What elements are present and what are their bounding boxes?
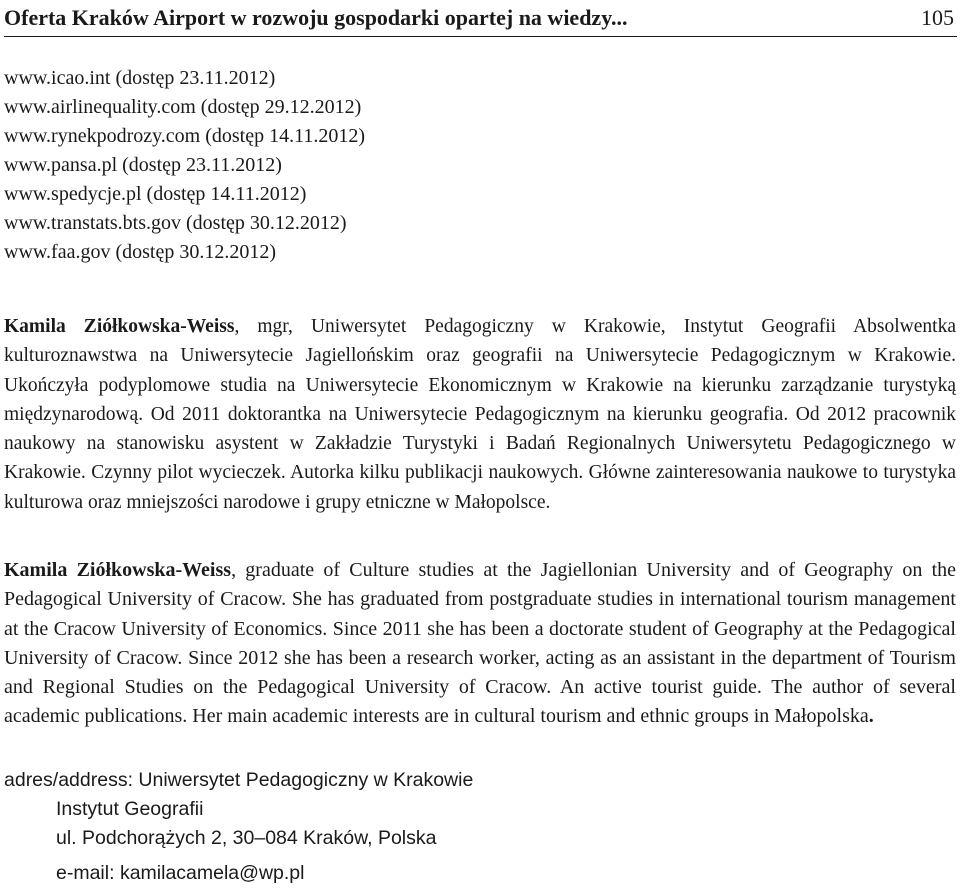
- author-bio-english: [4, 556, 956, 732]
- reference-item: www.pansa.pl (dostęp 23.11.2012): [4, 154, 282, 176]
- reference-item: www.spedycje.pl (dostęp 14.11.2012): [4, 183, 307, 205]
- address-line-3: ul. Podchorążych 2, 30–084 Kraków, Polska: [56, 827, 437, 849]
- bio-text: , mgr, Uniwersytet Pedagogiczny w Krakowie, Instytut Geografii Absolwentka kulturoznawstwa na Uniwersytecie Jagiellońskim oraz geografii na Uniwersytecie Pedagogicznym w Krakowie. Ukończyła podyplomowe studia na Uniwersytecie Ekonomicznym w Krakowie na kierunku zarządzanie turystyką międzynarodową. Od 2011 doktorantka na Uniwersytecie Pedagogicznym na kierunku geografia. Od 2012 pracownik naukowy na stanowisku asystent w Zakładzie Turystyki i Badań Regionalnych Uniwersytetu Pedagogicznego w Krakowie. Czynny pilot wycieczek. Autorka kilku publikacji naukowych. Główne zainteresowania naukowe to turystyka kulturowa oraz mniejszości narodowe i grupy etniczne w Małopolsce.: [4, 316, 956, 513]
- author-bio-polish: [4, 312, 956, 517]
- reference-list: [4, 64, 904, 267]
- reference-item: www.airlinequality.com (dostęp 29.12.2012): [4, 96, 362, 118]
- author-name: Kamila Ziółkowska-Weiss: [4, 559, 232, 581]
- email-row: [4, 859, 904, 888]
- bio-end-period: .: [868, 705, 874, 728]
- running-head: [4, 4, 957, 37]
- running-title: Oferta Kraków Airport w rozwoju gospodarki opartej na wiedzy...: [4, 5, 628, 30]
- bio-text: , graduate of Culture studies at the Jagiellonian University and of Geography on the Pedagogical University of Cracow. She has graduated from postgraduate studies in international tourism management at the Cracow University of Economics. Since 2011 she has been a doctorate student of Geography at the Pedagogical University of Cracow. Since 2012 she has been a research worker, acting as an assistant in the department of Tourism and Regional Studies on the Pedagogical University of Cracow. An active tourist guide. The author of several academic publications. Her main academic interests are in cultural tourism and ethnic groups in Małopolska: [4, 559, 957, 728]
- email-address[interactable]: kamilacamela@wp.pl: [119, 862, 305, 884]
- address-block: [4, 766, 904, 888]
- page-number: 105: [921, 5, 954, 30]
- reference-item: www.icao.int (dostęp 23.11.2012): [4, 67, 276, 89]
- author-name: Kamila Ziółkowska-Weiss: [4, 316, 235, 337]
- address-label: adres/address:: [4, 769, 133, 791]
- reference-item: www.rynekpodrozy.com (dostęp 14.11.2012): [4, 125, 366, 147]
- address-line-2: Instytut Geografii: [56, 798, 204, 820]
- reference-item: www.transtats.bts.gov (dostęp 30.12.2012): [4, 212, 347, 234]
- email-label: e-mail:: [56, 862, 115, 884]
- address-row: [4, 766, 904, 795]
- reference-item: www.faa.gov (dostęp 30.12.2012): [4, 241, 276, 263]
- address-line-1: Uniwersytet Pedagogiczny w Krakowie: [138, 769, 474, 791]
